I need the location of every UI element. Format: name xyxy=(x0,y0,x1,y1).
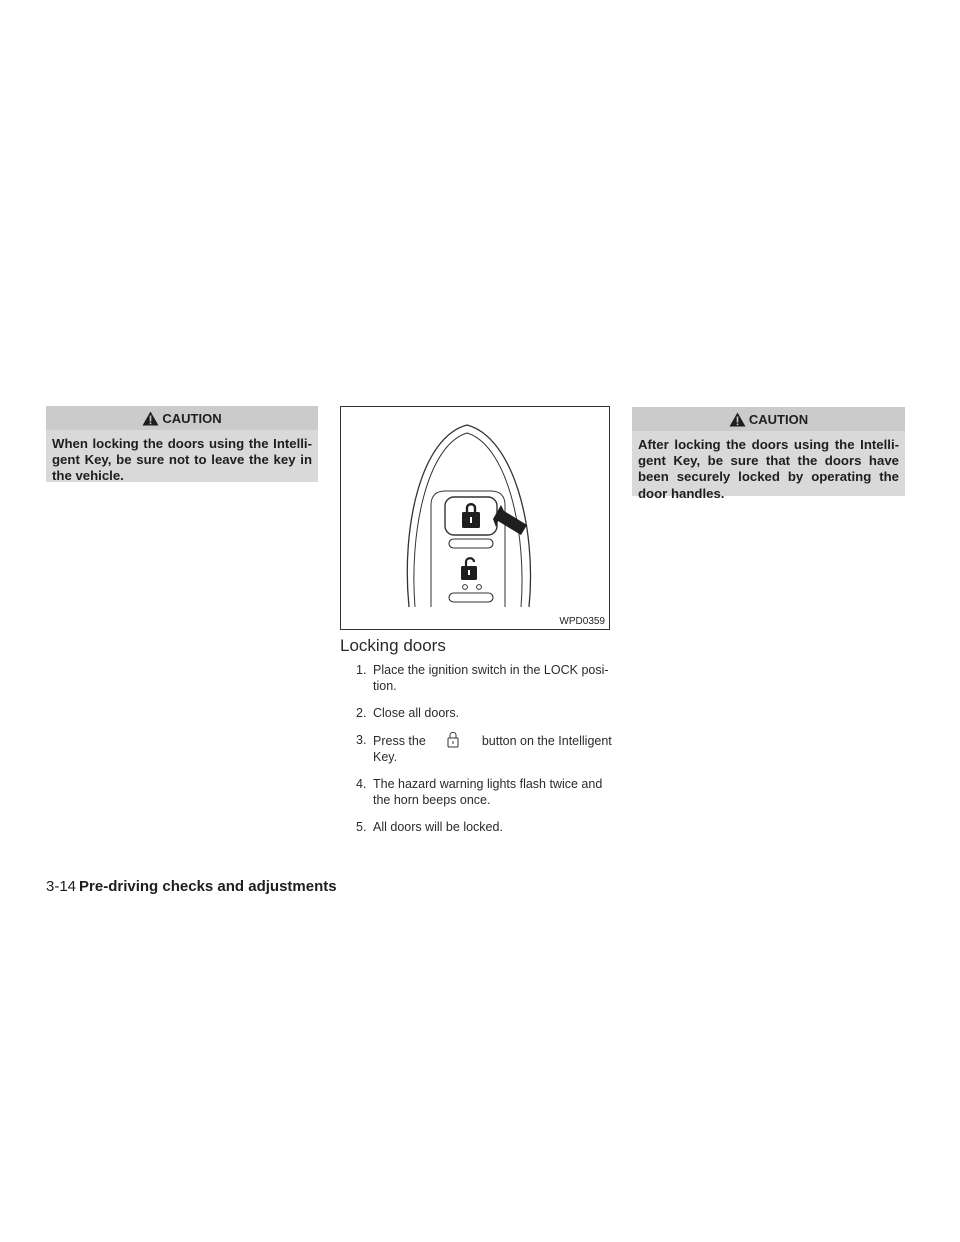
section-title: Locking doors xyxy=(340,636,446,655)
list-item: 3. Press the button on the Intelligent Key. xyxy=(356,733,612,764)
caution-heading: CAUTION xyxy=(162,410,222,426)
pointer-arrow xyxy=(493,505,527,535)
warning-icon xyxy=(729,412,746,427)
intelligent-key-figure xyxy=(340,406,610,630)
intelligent-key-illustration xyxy=(341,407,611,631)
caution-text: When locking the doors using the Intelli-gent Key, be sure not to leave the key in the vehicle. xyxy=(52,436,312,484)
caution-text: After locking the doors using the Intelli-gent Key, be sure that the doors have been securely locked by operating the door handles. xyxy=(638,437,899,501)
steps-list xyxy=(340,662,612,846)
lock-icon xyxy=(462,504,480,528)
page-footer xyxy=(46,878,337,895)
list-item: 5. All doors will be locked. xyxy=(356,820,503,834)
list-item: 1. Place the ignition switch in the LOCK posi-tion. xyxy=(356,663,609,693)
lock-button-icon xyxy=(426,732,482,748)
figure-code: WPD0359 xyxy=(559,616,605,627)
caution-box-left xyxy=(46,406,318,482)
caution-header xyxy=(46,406,318,430)
unlock-icon xyxy=(461,558,477,580)
list-item: 2. Close all doors. xyxy=(356,706,460,720)
warning-icon xyxy=(142,411,159,426)
footer-section-name: Pre-driving checks and adjustments xyxy=(79,878,337,895)
caution-header xyxy=(632,407,905,431)
list-item: 4. The hazard warning lights flash twice and the horn beeps once. xyxy=(356,777,603,807)
caution-box-right xyxy=(632,407,905,501)
caution-heading: CAUTION xyxy=(748,411,809,427)
page-number: 3-14 xyxy=(46,878,77,895)
